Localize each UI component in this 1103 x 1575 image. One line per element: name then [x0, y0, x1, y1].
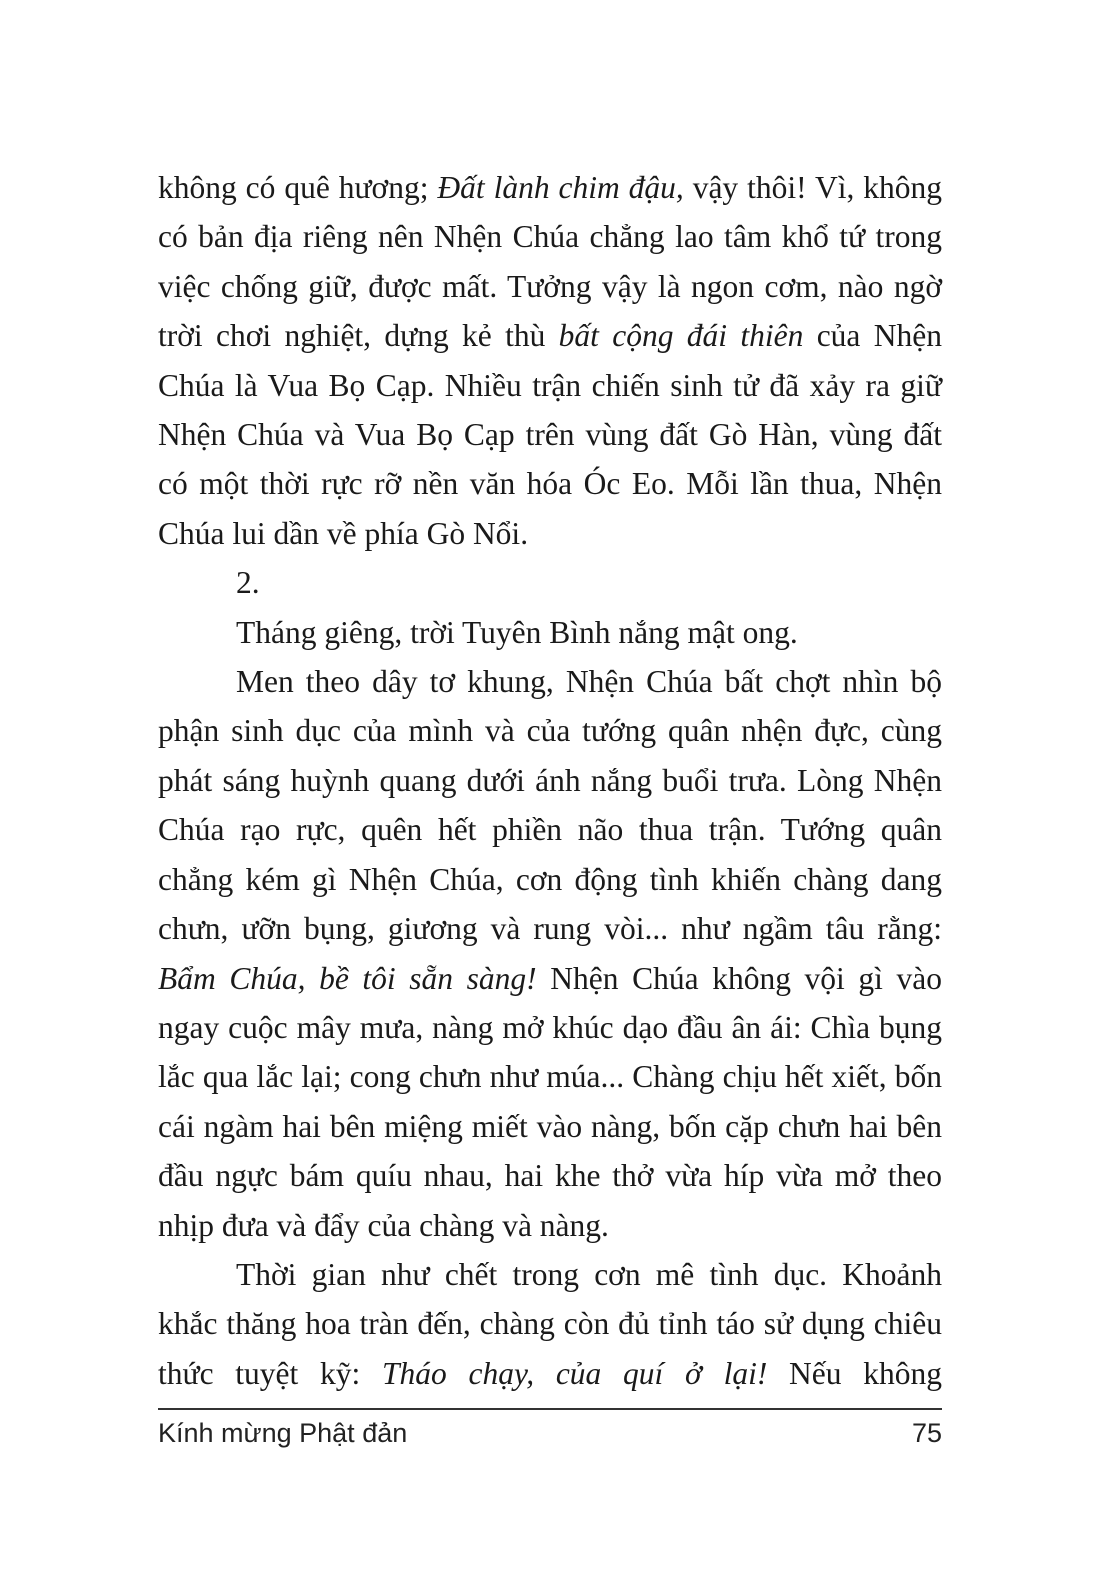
text-run: Thời gian như chết trong cơn mê tình dục. Khoảnh khắc thăng hoa tràn đến, chàng còn đủ tỉnh táo sử dụng chiêu thức tuyệt kỹ:	[158, 1256, 942, 1391]
italic-run: Đất lành chim đậu,	[437, 170, 684, 205]
section-number: 2.	[236, 565, 260, 601]
page-body	[158, 163, 942, 1398]
paragraph: Tháng giêng, trời Tuyên Bình nắng mật ong.	[236, 614, 798, 650]
text-run: Nếu không	[767, 1355, 943, 1391]
page-footer	[158, 1418, 942, 1458]
paragraph	[158, 1250, 942, 1398]
text-run: Men theo dây tơ khung, Nhện Chúa bất chợt nhìn bộ phận sinh dục của mình và của tướng quân nhện đực, cùng phát sáng huỳnh quang dưới ánh nắng buổi trưa. Lòng Nhện Chúa rạo rực, quên hết phiền não thua trận. Tướng quân chẳng kém gì Nhện Chúa, cơn động tình khiến chàng dang chưn, ưỡn bụng, giương và rung vòi... như ngầm tâu rằng:	[158, 664, 942, 947]
text-run: của Nhện Chúa là Vua Bọ Cạp. Nhiều trận chiến sinh tử đã xảy ra giữ Nhện Chúa và Vua Bọ Cạp trên vùng đất Gò Hàn, vùng đất có một thời rực rỡ nền văn hóa Óc Eo. Mỗi lần thua, Nhện Chúa lui dần về phía Gò Nổi.	[158, 318, 942, 551]
running-title: Kính mừng Phật đản	[158, 1418, 408, 1448]
text-run: vậy thôi! Vì, không có bản địa riêng nên Nhện Chúa chẳng lao tâm khổ tứ trong việc chống giữ, được mất. Tưởng vậy là ngon cơm, nào ngờ trời chơi nghiệt, dựng kẻ thù	[158, 170, 943, 354]
italic-run: Tháo chạy, của quí ở lại!	[382, 1355, 768, 1391]
paragraph	[158, 657, 942, 1250]
paragraph-continuation	[158, 163, 942, 558]
italic-run: Bẩm Chúa, bề tôi sẵn sàng!	[158, 960, 537, 996]
page-number: 75	[911, 1418, 942, 1448]
text-run: không có quê hương;	[158, 170, 438, 205]
italic-run: bất cộng đái thiên	[558, 318, 804, 354]
text-run: Nhện Chúa không vội gì vào ngay cuộc mây mưa, nàng mở khúc dạo đầu ân ái: Chìa bụng lắc qua lắc lại; cong chưn như múa... Chàng chịu hết xiết, bốn cái ngàm hai bên miệng miết vào nàng, bốn cặp chưn hai bên đầu ngực bám quíu nhau, hai khe thở vừa híp vừa mở theo nhịp đưa và đẩy của chàng và nàng.	[158, 960, 942, 1243]
footer-divider	[158, 1408, 942, 1410]
